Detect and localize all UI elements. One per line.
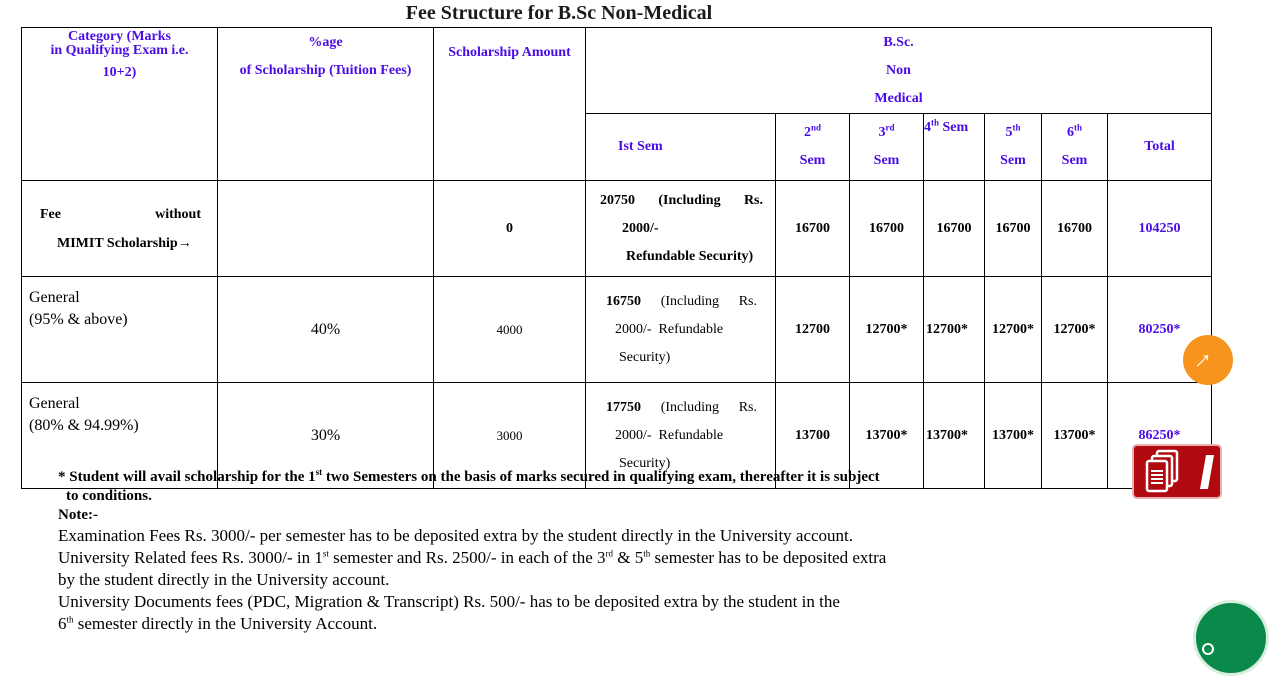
sem5-cell: 16700 [985,181,1042,277]
category-text: (80% & 94.99%) [29,417,139,434]
header-pct-line: %age [308,35,343,50]
header-sem4-word: Sem [939,120,969,135]
sem5-cell: 12700* [985,277,1042,383]
category-text: MIMIT Scholarship→ [57,235,192,251]
sem4-cell: 13700* [924,383,985,489]
sem1-note: 2000/- [622,220,659,236]
sem6-cell: 16700 [1042,181,1108,277]
sem1-note: Rs. [738,399,757,415]
note-university-fees [58,547,888,591]
header-category [22,28,218,181]
category-text: General [29,289,80,306]
header-sem4-sup: th [931,117,940,128]
sem1-note: (Including [660,293,720,309]
note-text: semester and Rs. 2500/- in each of the 3 [328,548,606,567]
sem2-cell: 12700 [776,277,850,383]
sem6-cell: 13700* [1042,383,1108,489]
footnote-sup: st [315,467,323,477]
chat-icon [1202,643,1214,655]
header-sem3-sup: rd [885,122,895,133]
scholarship-footnote [58,468,958,506]
header-sem4-num: 4 [924,120,931,135]
sem1-note: 2000/- Refundable [615,427,724,443]
category-text: Fee [40,206,61,222]
sem1-note: Rs. [738,293,757,309]
total-cell: 104250 [1108,181,1212,277]
pct-cell [218,181,434,277]
sem5-cell: 13700* [985,383,1042,489]
header-sem6-word: Sem [1061,153,1088,168]
pct-cell: 40% [218,277,434,383]
sem3-cell: 13700* [850,383,924,489]
note-sup: st [322,548,329,559]
documents-icon [1144,449,1184,495]
sem6-cell: 12700* [1042,277,1108,383]
header-sem2-word: Sem [799,153,826,168]
category-cell [22,277,218,383]
header-program-line: Non [886,62,911,78]
note-exam-fees: Examination Fees Rs. 3000/- per semester has to be deposited extra by the student directly in the University account. [58,526,854,545]
header-sem6-num: 6 [1066,125,1074,140]
note-text: semester has to be deposited extra by the student directly in the University account. [58,548,887,589]
header-category-line: Category (Marks [67,29,172,44]
header-sem4 [924,114,985,181]
amount-cell: 4000 [434,277,586,383]
header-sem5-sup: th [1012,122,1021,133]
arrow-up-icon: ↑ [1189,344,1219,375]
note-text: 6 [58,614,67,633]
category-text: (95% & above) [29,311,128,328]
category-text: General [29,395,80,412]
sem4-cell: 12700* [924,277,985,383]
header-category-line: in Qualifying Exam i.e. [50,43,189,58]
sem3-cell: 12700* [850,277,924,383]
footnote-text: to conditions. [66,488,152,504]
header-amount-line: Scholarship Amount [448,45,571,60]
total-cell: 86250* [1108,383,1212,489]
sem1-amount: 17750 [606,399,641,415]
brochure-button[interactable] [1132,444,1222,499]
sem1-cell [586,181,776,277]
note-heading: Note:- [58,507,98,523]
note-sup: th [643,548,651,559]
header-scholarship-amount [434,28,586,181]
sem1-note: Security) [619,349,671,365]
header-sem2-num: 2 [803,125,811,140]
sem1-amount: 16750 [606,293,641,309]
note-text: semester directly in the University Account. [73,614,378,633]
note-document-fees [58,591,958,635]
header-program-line: Medical [874,90,923,106]
note-text: University Related fees Rs. 3000/- in 1 [58,548,323,567]
header-sem3 [850,114,924,181]
category-text: without [155,206,201,222]
note-text: University Documents fees (PDC, Migration & Transcript) Rs. 500/- has to be deposited extra by the student in the [58,592,840,611]
pct-cell: 30% [218,383,434,489]
header-scholarship-percent [218,28,434,181]
sem2-cell: 16700 [776,181,850,277]
page-title: Fee Structure for B.Sc Non-Medical [405,2,713,24]
note-sup: rd [605,548,614,559]
scroll-to-top-button[interactable] [1183,335,1233,385]
header-category-line: 10+2) [102,65,137,80]
header-sem2-sup: nd [810,122,821,133]
sem1-note: (Including [658,192,721,208]
header-pct-line: of Scholarship (Tuition Fees) [239,63,412,78]
header-sem5-word: Sem [1000,153,1026,168]
notes-section [58,468,958,635]
header-sem5-num: 5 [1005,125,1013,140]
sem4-cell: 16700 [924,181,985,277]
note-sup: th [66,614,74,625]
header-sem3-num: 3 [878,125,886,140]
total-cell: 80250* [1108,277,1212,383]
sem1-note: Rs. [743,192,763,208]
note-text: & 5 [613,548,644,567]
sem1-cell [586,277,776,383]
footnote-text: two Semesters on the basis of marks secured in qualifying exam, thereafter it is subject [322,469,880,485]
category-cell [22,181,218,277]
sem3-cell: 16700 [850,181,924,277]
table-row [22,181,1212,277]
header-sem6 [1042,114,1108,181]
header-sem6-sup: th [1073,122,1082,133]
header-sem5 [985,114,1042,181]
header-program-line: B.Sc. [883,34,914,50]
table-row [22,277,1212,383]
sem1-note: Refundable Security) [626,248,754,264]
sem1-note: 2000/- Refundable [615,321,724,337]
sem1-note: (Including [660,399,720,415]
footnote-text: * Student will avail scholarship for the 1 [58,469,316,485]
chat-button[interactable] [1193,600,1269,676]
download-icon [1198,449,1218,495]
sem1-note: Security) [619,455,671,471]
sem1-amount: 20750 [600,192,635,208]
sem2-cell: 13700 [776,383,850,489]
amount-cell: 3000 [434,383,586,489]
header-program [586,28,1212,114]
header-total: Total [1108,114,1212,181]
fee-table [21,27,1212,489]
header-sem3-word: Sem [873,153,900,168]
header-sem2 [776,114,850,181]
header-sem1: Ist Sem [586,114,776,181]
amount-cell: 0 [434,181,586,277]
